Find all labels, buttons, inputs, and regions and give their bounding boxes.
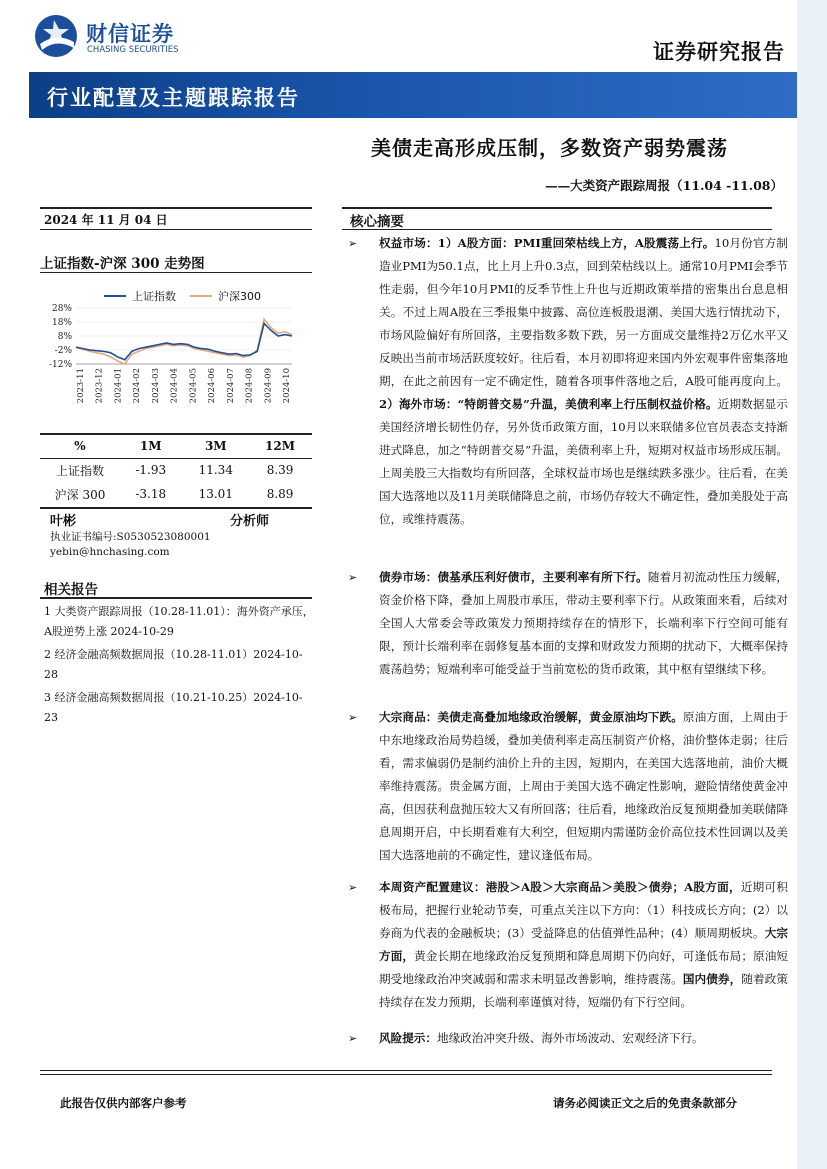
x-tick-label: 2024-02 — [132, 368, 143, 404]
right-edge-strip — [797, 0, 827, 1169]
arrow-bullet-icon: ➢ — [348, 237, 358, 250]
analyst-role: 分析师 — [230, 514, 270, 529]
footer-disclaimer-note: 请务必阅读正文之后的免责条款部分 — [553, 1096, 737, 1110]
related-report-item[interactable]: 1 大类资产跟踪周报（10.28-11.01）：海外资产承压，A股逆势上涨 2024-10-29 — [44, 605, 314, 638]
related-report-item[interactable]: 2 经济金融高频数据周报（10.28-11.01）2024-10-28 — [44, 648, 303, 681]
y-tick-label: 18% — [51, 318, 72, 328]
table-cell: 13.01 — [198, 487, 233, 501]
report-type: 证券研究报告 — [653, 39, 785, 64]
table-cell: 8.39 — [266, 463, 294, 477]
table-row — [40, 458, 310, 482]
y-tick-label: -12% — [48, 360, 72, 370]
commodity-heading: 大宗商品：美债走高叠加地缘政治缓解，黄金原油均下跌。 — [379, 710, 683, 724]
report-title: 美债走高形成压制，多数资产弱势震荡 — [371, 136, 728, 160]
series-line — [76, 323, 292, 359]
x-tick-label: 2024-07 — [225, 368, 236, 404]
risk-section — [348, 1027, 788, 1050]
analyst-top-rule — [40, 507, 312, 509]
equity-heading: 权益市场：1）A股方面：PMI重回荣枯线上方，A股震荡上行。 — [379, 236, 715, 250]
table-cell: 11.34 — [198, 463, 233, 477]
report-subtitle: ——大类资产跟踪周报（11.04 -11.08） — [545, 178, 783, 193]
core-title-rule — [342, 229, 772, 230]
bond-advice-heading: 国内债券， — [682, 972, 742, 986]
commodity-advice-heading: 大宗方面， — [379, 926, 788, 963]
risk-body: 地缘政治冲突升级、海外市场波动、宏观经济下行。 — [436, 1031, 704, 1045]
commodity-section — [348, 706, 788, 867]
chart-title-rule — [40, 272, 312, 273]
y-tick-label: 8% — [57, 332, 72, 342]
y-tick-label: -2% — [54, 346, 72, 356]
table-header-rule — [40, 458, 312, 459]
analyst-email[interactable]: yebin@hnchasing.com — [50, 546, 170, 558]
index-name: 沪深 300 — [54, 487, 106, 502]
performance-table — [40, 434, 310, 506]
company-logo — [34, 14, 184, 56]
x-tick-label: 2023-12 — [94, 368, 105, 404]
overseas-heading: 2）海外市场：“特朗普交易”升温，美债利率上行压制权益价格。 — [379, 397, 718, 411]
equity-section — [348, 232, 788, 531]
left-top-rule — [40, 207, 312, 209]
arrow-bullet-icon: ➢ — [348, 1032, 358, 1045]
allocation-heading: 本周资产配置建议：港股＞A股＞大宗商品＞美股＞债券；A股方面， — [379, 880, 741, 894]
legend-swatch-sse — [104, 295, 126, 297]
equity-body-2: 近期数据显示美国经济增长韧性仍存，另外货币政策方面，10月以来联储多位官员表态支持渐进式降息，加之“特朗普交易”升温，美债利率上升，短期对权益市场形成压制。上周美股三大指数均有所回落，全球权益市场也是继续跌多涨少。往后看，在美国大选落地以及11月美联储降息之前，市场仍存较大不确定性，叠加美股处于高位，或维持震荡。 — [379, 397, 788, 526]
allocation-body-3: 随着政策持续存在发力预期，长端利率谨慎对待，短端仍有下行空间。 — [379, 972, 788, 1009]
category-banner — [29, 72, 797, 118]
report-date: 2024 年 11 月 04 日 — [44, 213, 168, 227]
banner-text: 行业配置及主题跟踪报告 — [47, 85, 300, 110]
y-tick-label: 28% — [51, 304, 72, 314]
related-report-item[interactable]: 3 经济金融高频数据周报（10.21-10.25）2024-10-23 — [44, 691, 303, 724]
bond-heading: 债券市场：债基承压利好债市，主要利率有所下行。 — [379, 570, 648, 584]
arrow-bullet-icon: ➢ — [348, 711, 358, 724]
index-trend-chart — [40, 300, 300, 430]
bond-section — [348, 566, 788, 681]
allocation-body-1: 近期可积极布局，把握行业轮动节奏，可重点关注以下方向：（1）科技成长方向；(2）以券商为代表的金融板块；(3）受益降息的估值弹性品种；(4）顺周期板块。 — [379, 880, 788, 940]
core-summary-title: 核心摘要 — [350, 214, 404, 230]
related-rule — [40, 597, 312, 599]
x-tick-label: 2024-03 — [150, 368, 161, 404]
table-header: 1M — [139, 439, 162, 453]
footer-left-note: 此报告仅供内部客户参考 — [60, 1096, 187, 1110]
footer-rule-2 — [40, 1074, 772, 1075]
x-tick-label: 2024-06 — [207, 368, 218, 404]
logo-chinese-name: 财信证券 — [86, 22, 174, 46]
table-header-row — [40, 434, 310, 458]
x-tick-label: 2024-01 — [113, 368, 124, 404]
legend-label-csi300: 沪深300 — [218, 290, 261, 303]
x-tick-label: 2024-05 — [188, 368, 199, 404]
logo-mark-icon — [34, 14, 78, 58]
analyst-cert: 执业证书编号:S0530523080001 — [50, 531, 211, 543]
index-name: 上证指数 — [55, 463, 104, 478]
legend-label-sse: 上证指数 — [132, 290, 176, 303]
equity-body-1: 10月份官方制造业PMI为50.1点，比上月上升0.3点，回到荣枯线以上。通常10月PMI会季节性走弱，但今年10月PMI的反季节性上升也与近期政策举措的密集出台息息相关。不过上周A股在三季报集中披露、高位连板股退潮、美国大选行情扰动下，市场风险偏好有所回落，主要指数多数下跌，另一方面成交量维持2万亿水平又反映出当前市场活跃度较好。往后看，本月初即将迎来国内外宏观事件密集落地期，在此之前因有一定不确定性，随着各项事件落地之后，A股可能再度向上。 — [379, 236, 788, 388]
x-tick-label: 2024-08 — [244, 368, 255, 404]
table-header: 12M — [265, 439, 296, 453]
arrow-bullet-icon: ➢ — [348, 881, 358, 894]
footer-rule-1 — [40, 1070, 772, 1071]
table-header: 3M — [204, 439, 227, 453]
allocation-section — [348, 876, 788, 1014]
table-cell: -1.93 — [135, 463, 167, 477]
risk-heading: 风险提示： — [379, 1031, 437, 1045]
chart-title: 上证指数-沪深 300 走势图 — [40, 256, 205, 272]
date-rule — [40, 229, 312, 230]
commodity-body: 原油方面，上周由于中东地缘政治局势趋缓，叠加美债利率走高压制资产价格，油价整体走弱；往后看，需求偏弱仍是制约油价上升的主因，短期内，在美国大选落地前，油价大概率维持震荡。贵金属方面，上周由于美国大选不确定性影响，避险情绪使黄金冲高，但因获利盘抛压较大又有所回落；往后看，地缘政治反复预期叠加美联储降息周期开启，中长期看难有大利空，但短期内需谨防金价高位技术性回调以及美国大选落地前的不确定性，建议逢低布局。 — [379, 710, 788, 862]
x-tick-label: 2023-11 — [76, 368, 86, 404]
analyst-name: 叶彬 — [50, 514, 77, 529]
table-row — [40, 482, 310, 506]
table-cell: 8.89 — [266, 487, 294, 501]
x-tick-label: 2024-09 — [263, 368, 274, 404]
allocation-body-2: 黄金长期在地缘政治反复预期和降息周期下仍向好，可逢低布局；原油短期受地缘政治冲突减弱和需求未明显改善影响，维持震荡。 — [379, 949, 788, 986]
legend-swatch-csi300 — [190, 295, 212, 297]
x-tick-label: 2024-04 — [169, 368, 180, 404]
bond-body: 随着月初流动性压力缓解，资金价格下降，叠加上周股市承压，带动主要利率下行。从政策面来看，后续对全国人大常委会等政策发力预期持续存在的情形下，长端利率下行空间可能有限，预计长端利率在弱修复基本面的支撑和财政发力预期的扰动下，大概率保持震荡趋势；短端利率可能受益于当前宽松的货币政策，其中枢有望继续下移。 — [379, 570, 788, 676]
x-tick-label: 2024-10 — [282, 368, 292, 404]
table-cell: -3.18 — [135, 487, 167, 501]
table-header: % — [74, 439, 86, 453]
core-top-rule — [342, 207, 772, 209]
related-title: 相关报告 — [44, 582, 98, 598]
logo-english-name: CHASING SECURITIES — [87, 45, 179, 55]
arrow-bullet-icon: ➢ — [348, 571, 358, 584]
